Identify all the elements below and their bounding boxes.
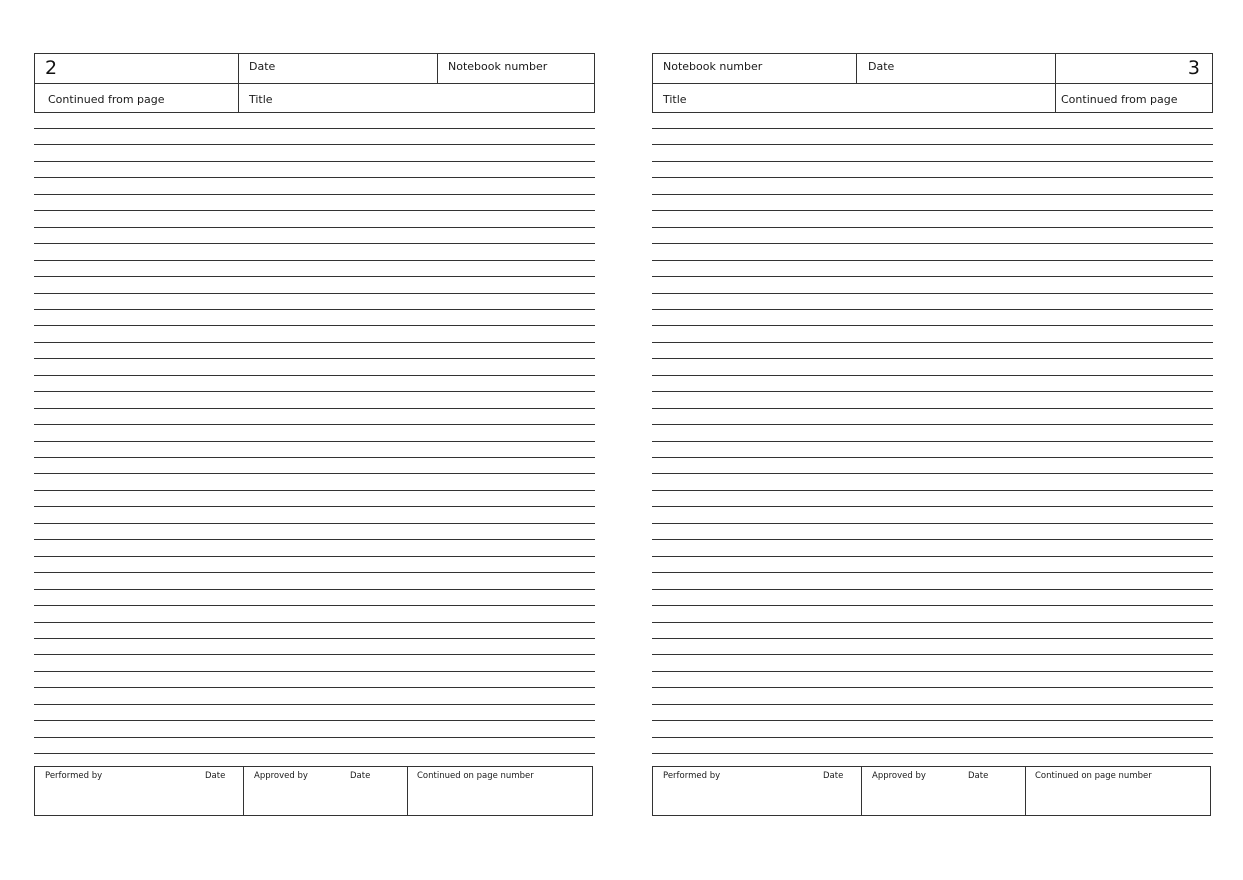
ruled-line [34, 589, 595, 590]
right-header-table [652, 53, 1213, 113]
ruled-line [652, 506, 1213, 507]
left-approved-date-label: Date [350, 771, 371, 781]
ruled-line [652, 523, 1213, 524]
ruled-line [34, 720, 595, 721]
ruled-line [652, 194, 1213, 195]
left-date-label: Date [249, 60, 276, 73]
ruled-line [652, 309, 1213, 310]
ruled-line [652, 293, 1213, 294]
ruled-line [652, 161, 1213, 162]
right-approved-date-label: Date [968, 771, 989, 781]
right-footer-table [652, 766, 1211, 816]
left-continued-on-label: Continued on page number [417, 771, 534, 781]
right-date-label: Date [868, 60, 895, 73]
ruled-line [34, 243, 595, 244]
ruled-line [34, 391, 595, 392]
ruled-line [652, 457, 1213, 458]
right-continued-on-label: Continued on page number [1035, 771, 1152, 781]
right-ruled-lines[interactable] [652, 128, 1213, 758]
left-title-cell[interactable] [238, 83, 594, 112]
ruled-line [34, 490, 595, 491]
ruled-line [34, 753, 595, 754]
left-header-table [34, 53, 595, 113]
ruled-line [652, 589, 1213, 590]
ruled-line [652, 325, 1213, 326]
ruled-line [34, 671, 595, 672]
ruled-line [34, 260, 595, 261]
ruled-line [652, 210, 1213, 211]
right-continued-from-label: Continued from page [1061, 93, 1178, 106]
ruled-line [652, 177, 1213, 178]
ruled-line [34, 309, 595, 310]
right-approved-by-cell[interactable] [861, 767, 1025, 815]
left-footer-table [34, 766, 593, 816]
ruled-line [34, 276, 595, 277]
ruled-line [652, 128, 1213, 129]
ruled-line [34, 457, 595, 458]
ruled-line [652, 539, 1213, 540]
ruled-line [652, 358, 1213, 359]
left-continued-from-label: Continued from page [48, 93, 165, 106]
ruled-line [652, 490, 1213, 491]
ruled-line [34, 325, 595, 326]
ruled-line [652, 260, 1213, 261]
ruled-line [34, 210, 595, 211]
ruled-line [34, 704, 595, 705]
right-title-cell[interactable] [653, 83, 1055, 112]
ruled-line [652, 753, 1213, 754]
ruled-line [34, 687, 595, 688]
ruled-line [34, 622, 595, 623]
ruled-line [34, 506, 595, 507]
ruled-line [652, 243, 1213, 244]
ruled-line [652, 654, 1213, 655]
ruled-line [34, 473, 595, 474]
left-performed-by-cell[interactable] [35, 767, 243, 815]
left-page-number-cell [35, 54, 238, 83]
right-continued-from-cell[interactable] [1055, 83, 1212, 112]
ruled-line [34, 441, 595, 442]
right-page-number-cell [1055, 54, 1212, 83]
ruled-line [34, 144, 595, 145]
ruled-line [34, 194, 595, 195]
ruled-line [652, 473, 1213, 474]
ruled-line [34, 128, 595, 129]
ruled-line [652, 227, 1213, 228]
ruled-line [652, 737, 1213, 738]
right-performed-by-label: Performed by [663, 771, 721, 781]
ruled-line [652, 342, 1213, 343]
ruled-line [34, 605, 595, 606]
ruled-line [652, 556, 1213, 557]
ruled-line [34, 342, 595, 343]
ruled-line [34, 638, 595, 639]
ruled-line [652, 424, 1213, 425]
ruled-line [34, 358, 595, 359]
ruled-line [34, 572, 595, 573]
ruled-line [34, 539, 595, 540]
ruled-line [34, 227, 595, 228]
left-page-number: 2 [45, 57, 58, 79]
left-title-label: Title [249, 93, 273, 106]
ruled-line [34, 737, 595, 738]
left-notebook-number-cell[interactable] [437, 54, 594, 83]
left-continued-from-cell[interactable] [35, 83, 238, 112]
ruled-line [652, 638, 1213, 639]
right-notebook-number-label: Notebook number [663, 60, 763, 73]
right-title-label: Title [663, 93, 687, 106]
right-page-number: 3 [1187, 57, 1200, 79]
ruled-line [34, 177, 595, 178]
right-notebook-number-cell[interactable] [653, 54, 856, 83]
ruled-line [652, 720, 1213, 721]
ruled-line [652, 375, 1213, 376]
ruled-line [34, 161, 595, 162]
ruled-line [652, 671, 1213, 672]
left-performed-date-label: Date [205, 771, 226, 781]
ruled-line [652, 144, 1213, 145]
left-approved-by-label: Approved by [254, 771, 308, 781]
ruled-line [652, 391, 1213, 392]
left-performed-by-label: Performed by [45, 771, 103, 781]
ruled-line [652, 572, 1213, 573]
right-performed-date-label: Date [823, 771, 844, 781]
ruled-line [652, 441, 1213, 442]
ruled-line [34, 375, 595, 376]
ruled-line [34, 424, 595, 425]
ruled-line [652, 687, 1213, 688]
left-ruled-lines[interactable] [34, 128, 595, 758]
right-continued-on-cell[interactable] [1025, 767, 1210, 815]
ruled-line [34, 556, 595, 557]
ruled-line [652, 704, 1213, 705]
right-date-cell[interactable] [856, 54, 1055, 83]
ruled-line [652, 408, 1213, 409]
left-notebook-number-label: Notebook number [448, 60, 548, 73]
left-approved-by-cell[interactable] [243, 767, 407, 815]
ruled-line [34, 293, 595, 294]
ruled-line [652, 605, 1213, 606]
ruled-line [652, 276, 1213, 277]
left-continued-on-cell[interactable] [407, 767, 592, 815]
right-performed-by-cell[interactable] [653, 767, 861, 815]
ruled-line [652, 622, 1213, 623]
ruled-line [34, 408, 595, 409]
left-date-cell[interactable] [238, 54, 437, 83]
left-page [34, 53, 595, 816]
ruled-line [34, 523, 595, 524]
right-approved-by-label: Approved by [872, 771, 926, 781]
ruled-line [34, 654, 595, 655]
right-page [652, 53, 1213, 816]
